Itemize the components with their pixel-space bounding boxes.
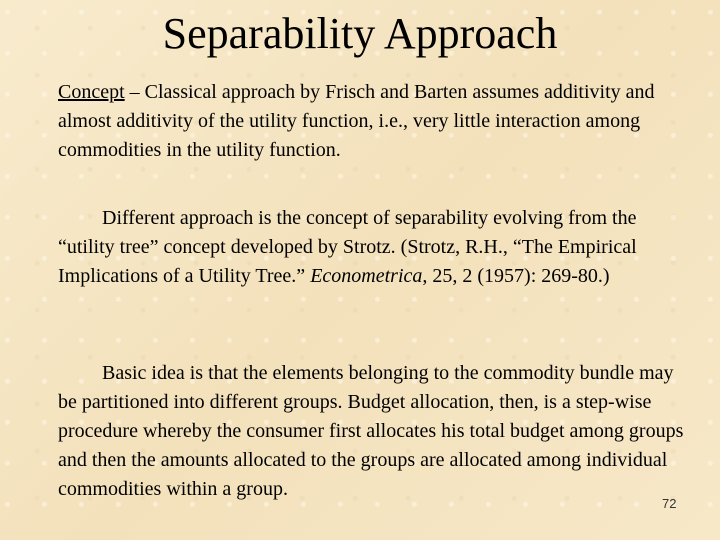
paragraph-basic-idea [58, 359, 688, 504]
separability-text: Different approach is the concept of separability evolving from the “utility tree” concept developed by Strotz. (Strotz, R.H., “The Empirical Implications of a Utility Tree.” [58, 207, 637, 287]
slide-title: Separability Approach [162, 9, 558, 58]
citation-text: , 25, 2 (1957): 269-80.) [422, 265, 610, 287]
paragraph-separability [58, 204, 688, 291]
journal-name: Econometrica [310, 265, 423, 287]
concept-term: Concept [58, 81, 125, 103]
concept-text: – Classical approach by Frisch and Barten assumes additivity and almost additivity of the utility function, i.e., very little interaction among commodities in the utility function. [58, 81, 655, 161]
page-number: 72 [662, 496, 677, 511]
paragraph-concept [58, 78, 688, 165]
basic-idea-text: Basic idea is that the elements belonging to the commodity bundle may be partitioned into different groups. Budget allocation, then, is a step-wise procedure whereby the consumer first allocates his total budget among groups and then the amounts allocated to the groups are allocated among individual commodities within a group. [58, 362, 684, 500]
